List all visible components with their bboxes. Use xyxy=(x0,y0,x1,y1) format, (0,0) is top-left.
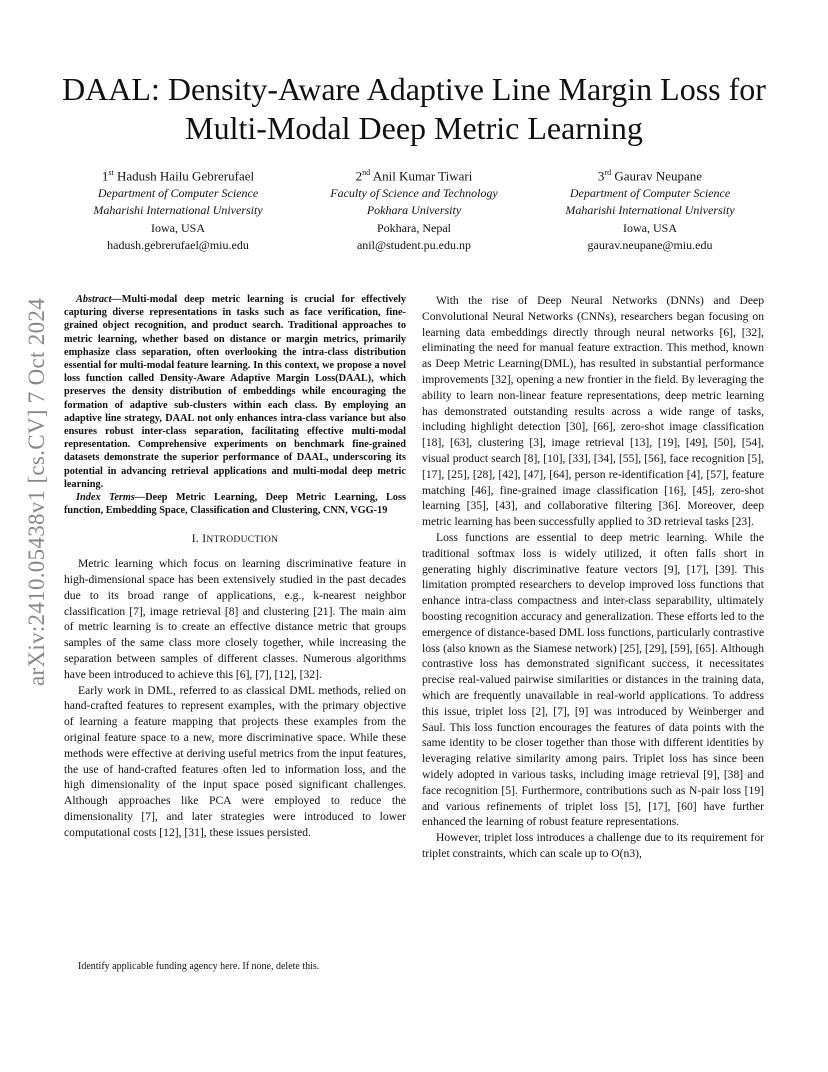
body-paragraph: With the rise of Deep Neural Networks (DNNs) and Deep Convolutional Neural Networks (CNNs), researchers began focusing on learning data embeddings directly through neural networks [6], [32], eliminating the need for manual feature extraction. This method, known as Deep Metric Learning(DML), has resulted in substantial performance improvements [32], opening a new frontier in the field. By leveraging the ability to learn non-linear feature representations, deep metric learning has demonstrated outstanding results across a wide range of tasks, including highlight detection [30], [66], zero-shot image classification [18], [63], clustering [3], image retrieval [13], [19], [49], [50], [54], visual product search [8], [10], [33], [34], [55], [56], face recognition [5], [17], [25], [28], [42], [47], [64], person re-identification [4], [57], feature matching [46], fine-grained image classification [16], [45], zero-shot learning [35], [43], and collaborative filtering [36]. Moreover, deep metric learning has been successfully applied to 3D retrieval tasks [23]. xyxy=(422,294,764,529)
author-location: Iowa, USA xyxy=(623,220,677,235)
section-heading-introduction xyxy=(64,532,406,549)
body-paragraph: Early work in DML, referred to as classical DML methods, relied on hand-crafted features to represent examples, with the primary objective of learning a feature mapping that projects these examples from the original feature space to a new, more discriminative space. While these methods were effective at deriving useful metrics from the input features, the use of hand-crafted features often led to information loss, and the high dimensionality of the input space posed significant challenges. Although approaches like PCA were employed to reduce the dimensionality [7], and later strategies were introduced to lower computational costs [12], [31], these issues persisted. xyxy=(64,683,406,839)
author-department: Department of Computer Science xyxy=(97,185,259,200)
right-column xyxy=(422,293,764,862)
body-paragraph: Loss functions are essential to deep metric learning. While the traditional softmax loss is widely utilized, it often falls short in generating highly discriminative feature vectors [9], [17], [39]. This limitation prompted researchers to develop improved loss functions that enhance intra-class compactness and inter-class separability, ultimately boosting recognition accuracy and generalization. These efforts led to the emergence of distance-based DML loss functions, particularly contrastive loss (also known as the Siamese network) [25], [29], [59], [65]. Although contrastive loss has demonstrated significant success, it necessitates precise real-valued pairwise similarities or distances in the training data, which are frequently unavailable in real-world applications. To address this issue, triplet loss [2], [7], [9] was introduced by Weinberger and Saul. This loss function encourages the features of data points with the same identity to be closer together than those with different identities by leveraging relative similarity among pairs. Triplet loss has since been widely adopted in various tasks, including image retrieval [9], [38] and face recognition [5]. Furthermore, contributions such as N-pair loss [19] and various refinements of triplet loss [5], [17], [60] have further enhanced the learning of robust feature representations. xyxy=(422,530,764,829)
author-email: gaurav.neupane@miu.edu xyxy=(587,238,713,253)
author-email: anil@student.pu.edu.np xyxy=(356,238,472,253)
body-paragraph: Metric learning which focus on learning discriminative feature in high-dimensional space has been extensively studied in the past decades due to its broad range of applications, e.g., k-nearest neighbor classification [7], image retrieval [8] and clustering [21]. The main aim of metric learning is to create an effective distance metric that groups samples of the same class more closely together, while increasing the separation between samples of different classes. Numerous algorithms have been introduced to achieve this [6], [7], [12], [32]. xyxy=(64,557,406,681)
author-department: Faculty of Science and Technology xyxy=(330,185,498,200)
author-ordinal-suffix: rd xyxy=(604,168,612,177)
body-paragraph: However, triplet loss introduces a challenge due to its requirement for triplet constraints, which can scale up to O(n3), xyxy=(422,831,764,860)
abstract-label: Abstract— xyxy=(76,294,122,305)
section-title-rest: NTRODUCTION xyxy=(206,535,279,546)
index-terms-text: Deep Metric Learning, Deep Metric Learning, Loss function, Embedding Space, Classification and Clustering, CNN, VGG-19 xyxy=(64,492,406,517)
abstract-text: Multi-modal deep metric learning is crucial for effectively capturing diverse representations in tasks such as face verification, fine-grained object recognition, and product search. Traditional approaches to metric learning, whether based on distance or margin metrics, primarily emphasize class separation, often overlooking the intra-class distribution essential for multi-modal feature learning. In this context, we propose a novel loss function called Density-Aware Adaptive Margin Loss(DAAL), which preserves the density distribution of embeddings while encouraging the formation of adaptive sub-clusters within each class. By employing an adaptive line strategy, DAAL not only enhances intra-class variance but also ensures robust inter-class separation, facilitating effective multi-modal representation. Comprehensive experiments on benchmark fine-grained datasets demonstrate the superior performance of DAAL, underscoring its potential in advancing retrieval applications and multi-modal deep metric learning. xyxy=(64,294,406,490)
author-block xyxy=(60,164,768,255)
author-ordinal: 1 xyxy=(101,168,109,184)
author-organization: Pokhara University xyxy=(366,203,462,218)
arxiv-sidebar xyxy=(17,292,57,692)
author-ordinal-suffix: st xyxy=(108,168,114,177)
author-name: Gaurav Neupane xyxy=(614,168,703,184)
author-name: Hadush Hailu Gebrerufael xyxy=(116,168,255,184)
section-numeral: I. xyxy=(191,533,203,546)
author-department: Department of Computer Science xyxy=(569,185,731,200)
paper-title: DAAL: Density-Aware Adaptive Line Margin Loss for Multi-Modal Deep Metric Learning xyxy=(62,71,766,146)
author-2 xyxy=(296,164,532,255)
author-ordinal-suffix: nd xyxy=(362,168,371,177)
author-name: Anil Kumar Tiwari xyxy=(372,168,473,184)
author-organization: Maharishi International University xyxy=(93,203,263,218)
index-terms xyxy=(64,491,406,517)
arxiv-identifier: arXiv:2410.05438v1 [cs.CV] 7 Oct 2024 xyxy=(24,298,49,686)
author-1 xyxy=(60,164,296,255)
section-title-initial: I xyxy=(202,533,207,546)
author-ordinal: 2 xyxy=(355,168,363,184)
abstract xyxy=(64,293,406,491)
author-email: hadush.gebrerufael@miu.edu xyxy=(107,238,249,253)
left-column xyxy=(64,293,406,841)
author-location: Iowa, USA xyxy=(151,220,205,235)
author-organization: Maharishi International University xyxy=(565,203,735,218)
author-ordinal: 3 xyxy=(597,168,605,184)
author-location: Pokhara, Nepal xyxy=(377,220,451,235)
author-3 xyxy=(532,164,768,255)
footnote: Identify applicable funding agency here. If none, delete this. xyxy=(78,961,320,972)
index-terms-label: Index Terms— xyxy=(76,492,146,504)
